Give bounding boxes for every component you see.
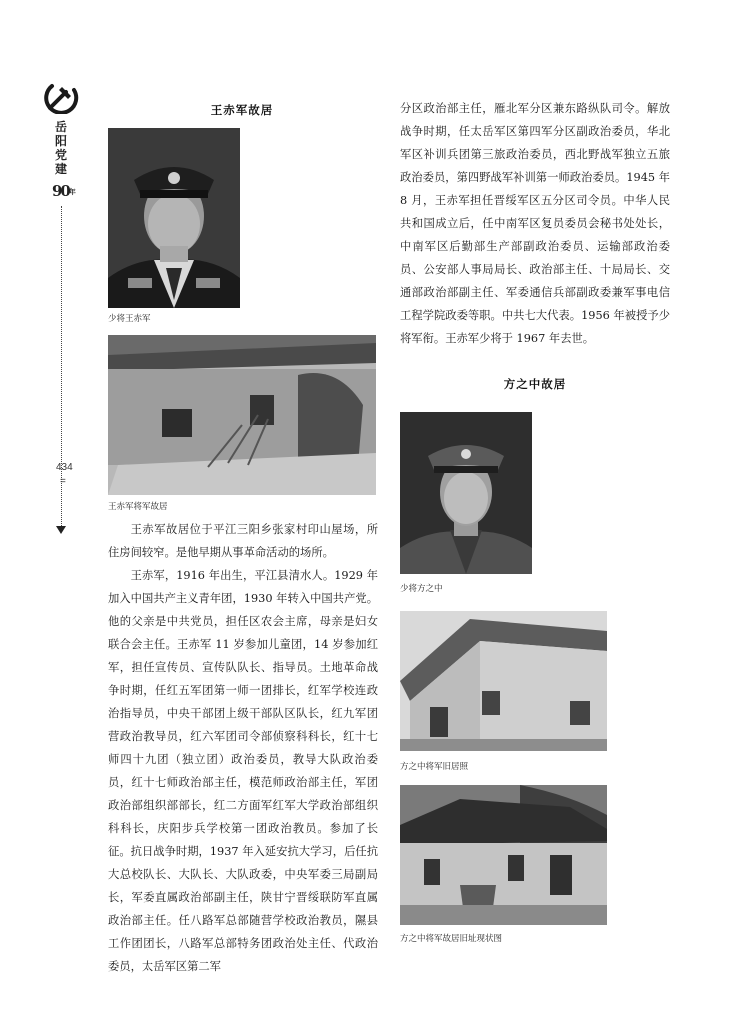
rail-year: 90年 <box>52 182 76 200</box>
page-mark: = <box>60 476 66 487</box>
paragraph: 王赤军，1916 年出生，平江县清水人。1929 年加入中国共产主义青年团，1930 年转入中国共产党。他的父亲是中共党员，担任区农会主席，母亲是妇女联合会主任。王赤军 11 岁参加儿童团，14 岁参加红军，担任宣传员、宣传队队长、指导员。土地革命战争时期，任红五军团第一师一团排长，红军学校连政治指导员，中央干部团上级干部队区队长，红九军团营政治教导员，红六军团司令部侦察科科长，红十七师四十九团（独立团）政治委员，教导大队政治委员，红十七师政治部主任，模范师政治部主任，军团政治部组织部部长，红二方面军红军大学政治部组织科科长，庆阳步兵学校第一团政治教员。参加了长征。抗日战争时期，1937 年入延安抗大学习，后任抗大总校队长、大队长、大队政委，中央军委三局副局长，军委直属政治部副主任，陕甘宁晋绥联防军直属政治部主任。任八路军总部随营学校政治教员，隰县工作团团长，八路军总部特务团政治处主任、代政治委员，太岳军区第二军 <box>108 569 378 973</box>
hammer-sickle-icon <box>44 78 80 114</box>
arrow-down-icon <box>56 526 66 534</box>
caption-fang-zhizhong-old-house: 方之中将军旧居照 <box>400 762 469 772</box>
caption-fang-zhizhong-current-house: 方之中将军故居旧址现状图 <box>400 934 503 944</box>
paragraph: 王赤军故居位于平江三阳乡张家村印山屋场，所住房间较窄。是他早期从事革命活动的场所。 <box>108 523 378 559</box>
rail-title: 岳 阳 党 建 <box>54 120 67 176</box>
caption-portrait-wang-chijun: 少将王赤军 <box>108 314 151 324</box>
caption-portrait-fang-zhizhong: 少将方之中 <box>400 584 443 594</box>
portrait-wang-chijun <box>108 128 240 308</box>
heading-wang-chijun-residence: 王赤军故居 <box>210 103 274 117</box>
right-body-text <box>400 97 670 350</box>
heading-fang-zhizhong-residence: 方之中故居 <box>503 377 567 391</box>
caption-wang-chijun-house: 王赤军将军故居 <box>108 502 168 512</box>
left-body-text <box>108 518 378 978</box>
side-rail <box>44 78 84 498</box>
photo-fang-zhizhong-old-house <box>400 611 607 751</box>
photo-wang-chijun-house <box>108 335 376 495</box>
paragraph-continuation: 分区政治部主任，雁北军分区兼东路纵队司令。解放战争时期，任太岳军区第四军分区副政治委员，华北军区补训兵团第三旅政治委员，西北野战军独立五旅政治委员，第四野战军补训第一师政治委员。1945 年 8 月，王赤军担任晋绥军区五分区司令员。中华人民共和国成立后，任中南军区复员委员会秘书处处长，中南军区后勤部生产部副政治委员、运输部政治委员、公安部人事局局长、政治部主任、十局局长、交通部政治部副主任、军委通信兵部副政委兼军事电信工程学院政委等职。中共七大代表。1956 年被授予少将军衔。王赤军少将于 1967 年去世。 <box>400 102 670 345</box>
portrait-fang-zhizhong <box>400 412 532 574</box>
page-number: 434 <box>56 462 73 473</box>
photo-fang-zhizhong-current-house <box>400 785 607 925</box>
